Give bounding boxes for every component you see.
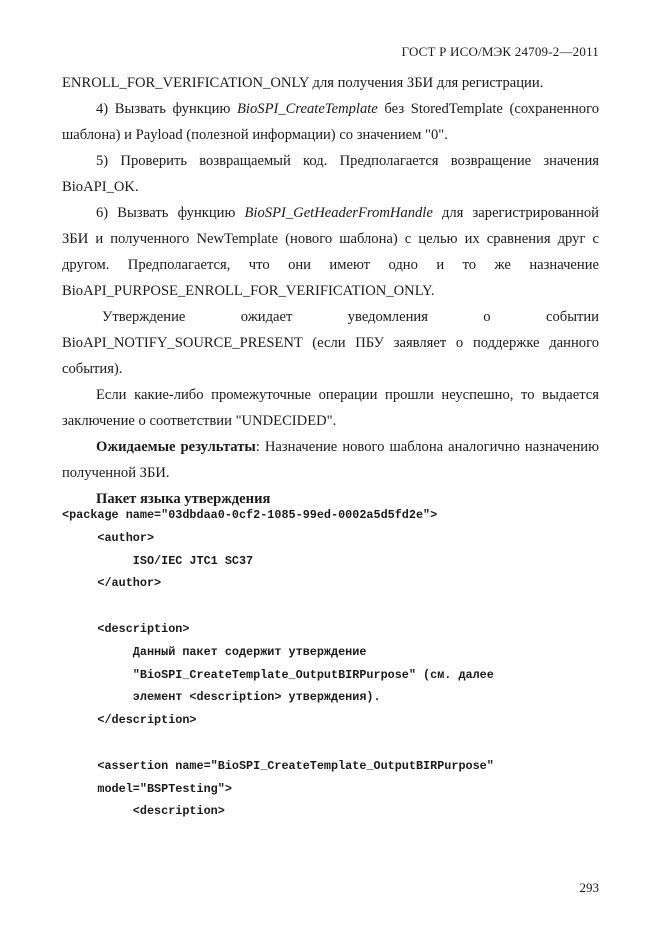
text-run: без StoredTemplate (сохраненного шаблона) и Payload (полезной информации) со значением "0". xyxy=(62,101,599,143)
code-line: <description> xyxy=(62,804,225,819)
paragraph-notify: Утверждение ожидает уведомления о событии BioAPI_NOTIFY_SOURCE_PRESENT (если ПБУ заявляет о поддержке данного события). xyxy=(62,309,599,377)
code-line: ISO/IEC JTC1 SC37 xyxy=(62,553,254,568)
paragraph-step-5: 5) Проверить возвращаемый код. Предполагается возвращение значения BioAPI_OK. xyxy=(62,153,599,195)
code-line xyxy=(62,732,622,755)
code-line: <description> xyxy=(62,621,190,636)
page-number: 293 xyxy=(579,880,599,895)
paragraph-step-6 xyxy=(62,200,599,304)
code-listing xyxy=(62,504,622,823)
code-line: </description> xyxy=(62,713,197,728)
text-run: 6) Вызвать функцию xyxy=(96,205,245,221)
code-line: <author> xyxy=(62,530,155,545)
code-line: model="BSPTesting"> xyxy=(62,781,232,796)
code-line: <package name="03dbdaa0-0cf2-1085-99ed-0002a5d5fd2e"> xyxy=(62,508,438,522)
code-line: элемент <description> утверждения). xyxy=(62,690,381,705)
code-line xyxy=(62,595,622,618)
code-line: <assertion name="BioSPI_CreateTemplate_OutputBIRPurpose" xyxy=(62,758,494,773)
paragraph-expected-results xyxy=(62,434,599,486)
code-line: Данный пакет содержит утверждение xyxy=(62,644,367,659)
code-line: </author> xyxy=(62,576,162,591)
paragraph-undecided: Если какие-либо промежуточные операции прошли неуспешно, то выдается заключение о соответствии "UNDECIDED". xyxy=(62,387,599,429)
main-text xyxy=(62,70,599,512)
text-run: : Назначение нового шаблона аналогично назначению полученной ЗБИ. xyxy=(62,439,599,481)
paragraph-step-4 xyxy=(62,96,599,148)
expected-results-label: Ожидаемые результаты xyxy=(96,439,256,455)
text-run: для зарегистрированной ЗБИ и полученного NewTemplate (нового шаблона) с целью их сравнения друг с другом. Предполагается, что они имеют одно и то же назначение BioAPI_PURPOSE_ENROLL_FOR_VERIFICATION_ONLY. xyxy=(62,205,599,299)
text-run: 4) Вызвать функцию xyxy=(96,101,237,117)
paragraph-0: ENROLL_FOR_VERIFICATION_ONLY для получения ЗБИ для регистрации. xyxy=(62,75,544,91)
code-line: "BioSPI_CreateTemplate_OutputBIRPurpose" (см. далее xyxy=(62,667,494,682)
running-header: ГОСТ Р ИСО/МЭК 24709-2—2011 xyxy=(401,44,599,59)
function-name: BioSPI_GetHeaderFromHandle xyxy=(244,205,433,221)
section-title: Пакет языка утверждения xyxy=(96,491,271,507)
function-name: BioSPI_CreateTemplate xyxy=(237,101,378,117)
